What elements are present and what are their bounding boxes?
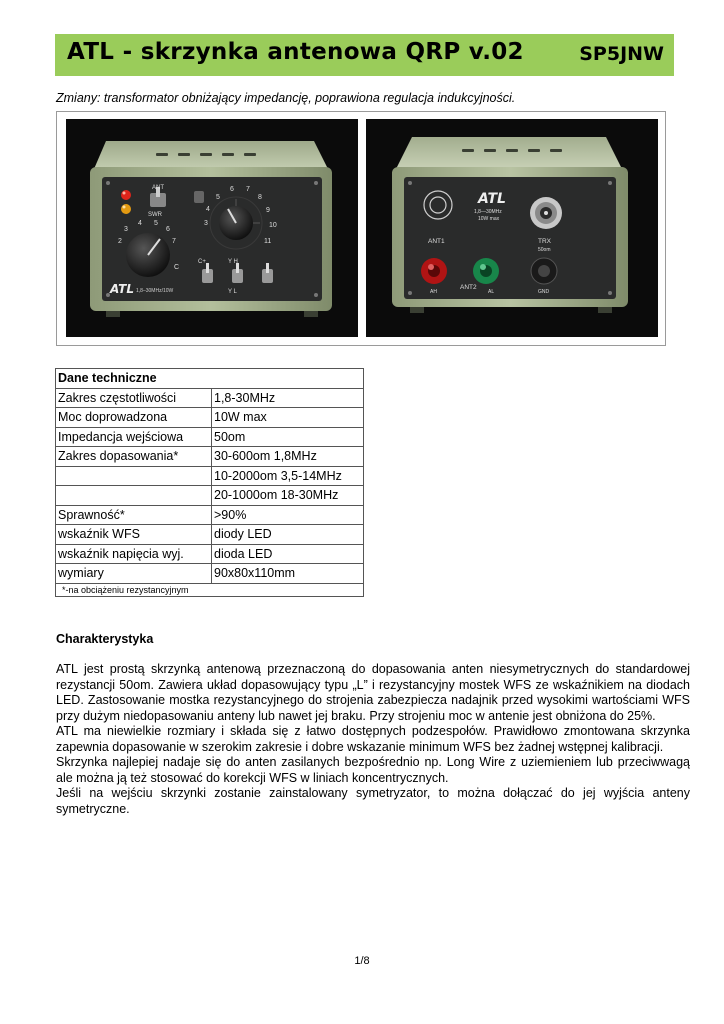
label-y-h: Y H (228, 259, 238, 265)
table-row (56, 505, 364, 525)
spec-key (56, 466, 212, 486)
specs-header-row (56, 369, 364, 389)
spec-value: dioda LED (212, 544, 364, 564)
spec-value: 50om (212, 427, 364, 447)
table-row (56, 388, 364, 408)
dial-c-mark: 5 (154, 220, 158, 227)
label-ant: ANT (152, 185, 164, 191)
paragraph: Skrzynka najlepiej nadaje się do anten zasilanych bezpośrednio np. Long Wire z uziemieniem lub przeciwwagą ale można ją też stosować do korekcji WFS w liniach koncentrycznych. (56, 755, 690, 785)
spec-key: Impedancja wejściowa (56, 427, 212, 447)
label-al: AL (488, 289, 495, 295)
dial-c-mark: 3 (124, 226, 128, 233)
specs-footnote: *-na obciążeniu rezystancyjnym (56, 583, 364, 596)
label-trx: TRX (538, 238, 551, 245)
spec-key: Sprawność* (56, 505, 212, 525)
dial-c-mark: 4 (138, 220, 142, 227)
dial-c-mark: 2 (118, 238, 122, 245)
rear-spec-1: 1,8—30MHz (474, 209, 502, 215)
table-row (56, 583, 364, 596)
dial-c-mark: 6 (166, 226, 170, 233)
title-bar (55, 34, 674, 76)
dial-c-mark: 7 (172, 238, 176, 245)
photo-frame (56, 111, 666, 346)
paragraph: ATL jest prostą skrzynką antenową przeznaczoną do dopasowania anten niesymetrycznych do standardowej rezystancji 50om. Zawiera układ dopasowujący typu „L” i rezystancyjny mostek WFS ze wskaźnikiem na diodach LED. Zastosowanie mostka rezystancyjnego do strojenia zabezpiecza nadajnik przed wysokimi wartościami WFS przy dużym niedopasowaniu anteny lub nawet jej braku. Przy strojeniu moc w antenie jest obniżona do 25%. (56, 662, 690, 723)
label-ant1: ANT1 (428, 238, 445, 245)
dial-l-mark: 8 (258, 194, 262, 201)
table-row (56, 564, 364, 584)
dial-l-mark: 5 (216, 194, 220, 201)
table-row (56, 447, 364, 467)
spec-key: Moc doprowadzona (56, 408, 212, 428)
photo-rear-view (366, 119, 658, 337)
dial-l-mark: 6 (230, 186, 234, 193)
dial-l-mark: 3 (204, 220, 208, 227)
table-row (56, 486, 364, 506)
paragraph: Jeśli na wejściu skrzynki zostanie zainstalowany symetryzator, to można dołączać do jej wyjścia anteny symetryczne. (56, 786, 690, 816)
dial-l-mark: 4 (206, 206, 210, 213)
spec-key: wymiary (56, 564, 212, 584)
table-row (56, 408, 364, 428)
rear-spec-2: 10W max (478, 216, 500, 222)
spec-key (56, 486, 212, 506)
author-callsign: SP5JNW (579, 43, 664, 65)
label-gnd: GND (538, 289, 550, 295)
label-ant2: ANT2 (460, 284, 477, 291)
rear-model-logo: ATL (478, 191, 506, 207)
spec-value: 1,8-30MHz (212, 388, 364, 408)
dial-l-mark: 10 (269, 222, 277, 229)
dial-l-mark: 9 (266, 207, 270, 214)
section-title: Charakterystyka (56, 632, 154, 646)
spec-key: wskaźnik WFS (56, 525, 212, 545)
label-swr: SWR (148, 212, 162, 218)
spec-value: 30-600om 1,8MHz (212, 447, 364, 467)
front-spec-label: 1,8–30MHz/10W (136, 288, 174, 294)
specs-table (55, 368, 364, 597)
label-ah: AH (430, 289, 437, 295)
changes-note: Zmiany: transformator obniżający impedancję, poprawiona regulacja indukcyjności. (56, 91, 516, 105)
spec-key: Zakres częstotliwości (56, 388, 212, 408)
table-row (56, 427, 364, 447)
spec-value: diody LED (212, 525, 364, 545)
spec-value: 90x80x110mm (212, 564, 364, 584)
dial-l-mark: 11 (264, 238, 272, 245)
dial-l-mark: 7 (246, 186, 250, 193)
paragraph: ATL ma niewielkie rozmiary i składa się z łatwo dostępnych podzespołów. Prawidłowo zmontowana skrzynka zapewnia dopasowanie w szerokim zakresie i dobre wskazanie minimum WFS bez żadnej wstępnej kalibracji. (56, 724, 690, 754)
label-c: C (174, 264, 180, 271)
table-row (56, 525, 364, 545)
spec-value: 10-2000om 3,5-14MHz (212, 466, 364, 486)
table-row (56, 466, 364, 486)
front-model-logo: ATL (110, 282, 134, 296)
table-row (56, 544, 364, 564)
spec-key: wskaźnik napięcia wyj. (56, 544, 212, 564)
description-text (56, 662, 690, 817)
page-number: 1/8 (354, 955, 370, 967)
photo-front-view (66, 119, 358, 337)
specs-header: Dane techniczne (56, 369, 364, 389)
label-c-plus: C+ (198, 259, 206, 265)
label-trx-impedance: 50om (538, 247, 551, 253)
spec-value: >90% (212, 505, 364, 525)
document-title: ATL - skrzynka antenowa QRP v.02 (67, 39, 524, 65)
spec-value: 20-1000om 18-30MHz (212, 486, 364, 506)
spec-key: Zakres dopasowania* (56, 447, 212, 467)
label-y-l: Y L (228, 289, 237, 295)
spec-value: 10W max (212, 408, 364, 428)
